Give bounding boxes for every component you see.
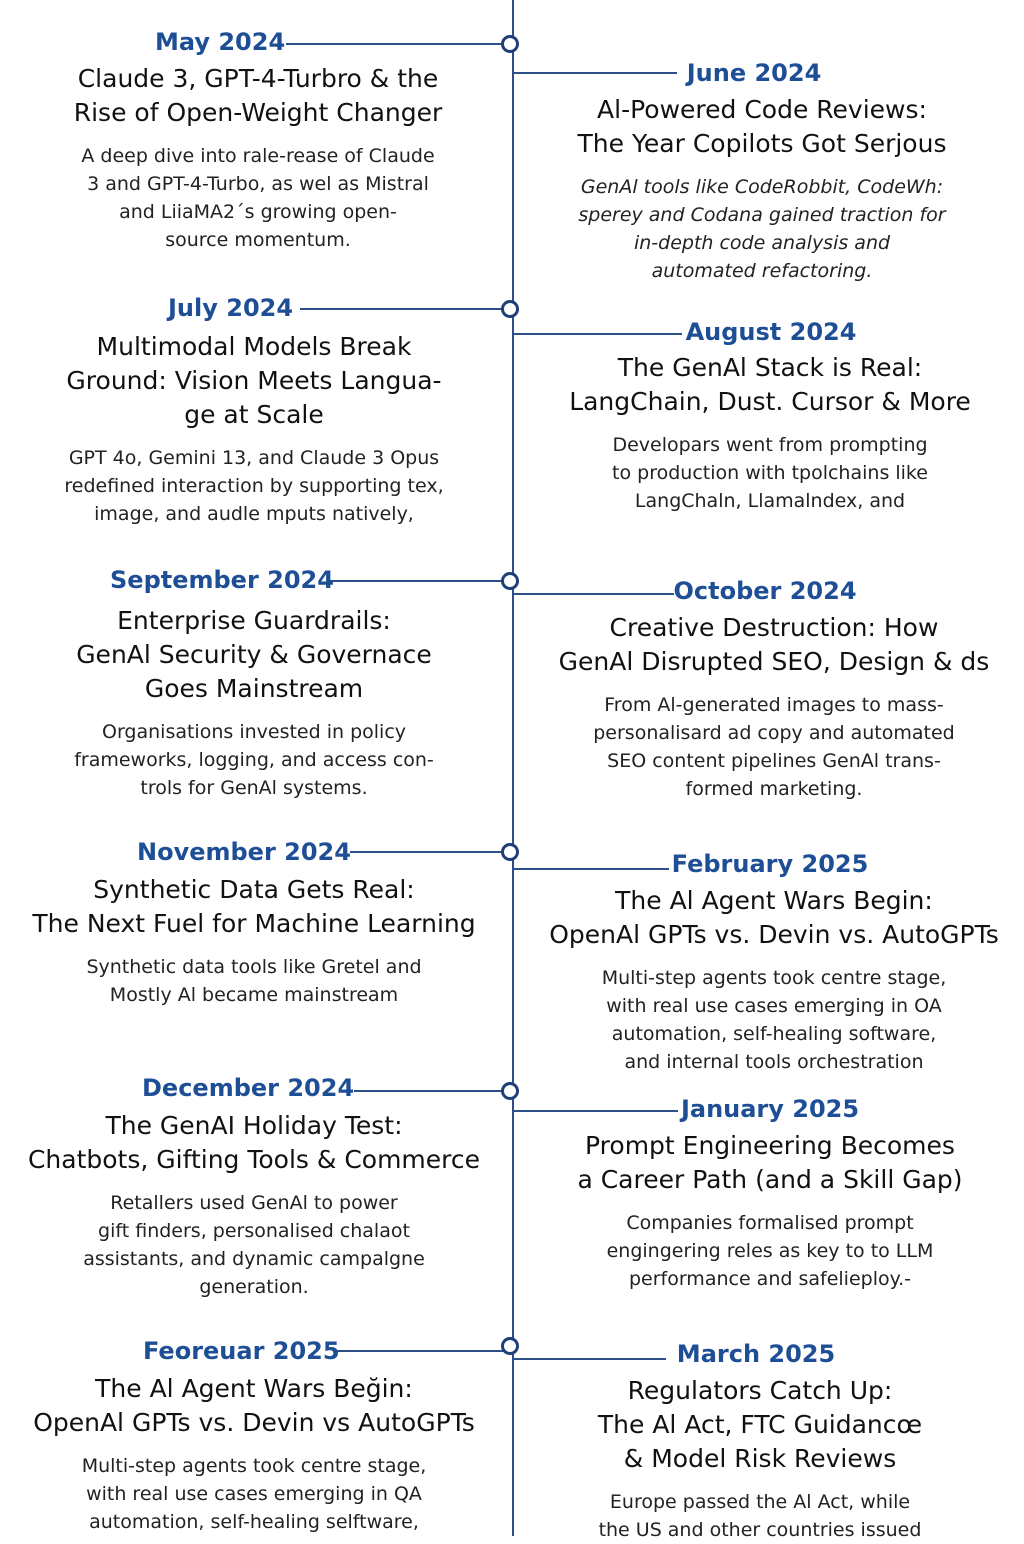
entry-title: Creative Destruction: How GenAl Disrupted SEO, Design & ds — [558, 613, 990, 676]
entry-november-2024 — [14, 873, 494, 1009]
entry-august-2024 — [550, 351, 990, 515]
entry-september-2024 — [20, 604, 488, 802]
connector-june-2024 — [514, 72, 677, 74]
entry-title: Al-Powered Code Reviews: The Year Copilots Got Serjous — [577, 95, 947, 158]
timeline-node-december-2024 — [501, 1082, 519, 1100]
entry-march-2025 — [540, 1374, 980, 1544]
date-june-2024: June 2024 — [686, 59, 822, 87]
timeline-node-november-2024 — [501, 843, 519, 861]
entry-title: The GenAl Stack is Real: LangChain, Dust. Cursor & More — [569, 353, 971, 416]
entry-title: The Al Agent Wars Beğin: OpenAl GPTs vs. Devin vs AutoGPTs — [33, 1374, 475, 1437]
entry-may-2024 — [28, 62, 488, 254]
timeline-node-february-2025 — [501, 1337, 519, 1355]
connector-may-2024 — [286, 43, 504, 45]
date-feoreuar-2025: Feoreuar 2025 — [143, 1337, 340, 1365]
connector-july-2024 — [300, 308, 504, 310]
entry-description: Europe passed the Al Act, while the US and other countries issued — [598, 1491, 922, 1541]
date-november-2024: November 2024 — [137, 838, 351, 866]
date-july-2024: July 2024 — [168, 294, 294, 322]
entry-description: Synthetic data tools like Gretel and Mostly Al became mainstream — [86, 956, 422, 1006]
entry-description: Multi-step agents took centre stage, with real use cases emerging in QA automation, self-healing selftware, — [81, 1455, 427, 1533]
timeline-node-may-2024 — [501, 35, 519, 53]
entry-feoreuar-2025 — [14, 1372, 494, 1536]
connector-august-2024 — [514, 333, 682, 335]
connector-november-2024 — [350, 851, 504, 853]
connector-january-2025 — [514, 1110, 678, 1112]
entry-title: Regulators Catch Up: The Al Act, FTC Guidancœ & Model Risk Reviews — [597, 1376, 923, 1473]
connector-september-2024 — [330, 580, 504, 582]
entry-description: Organisations invested in policy frameworks, logging, and access con- trols for GenAl systems. — [74, 721, 434, 799]
connector-february-2025 — [514, 868, 669, 870]
date-may-2024: May 2024 — [155, 28, 286, 56]
entry-description: Multi-step agents took centre stage, with real use cases emerging in OA automation, self-healing software, and internal tools orchestration — [601, 967, 947, 1073]
entry-june-2024 — [550, 93, 974, 285]
entry-description: Companies formalised prompt engingering reles as key to to LLM performance and safelieploy.- — [606, 1212, 934, 1290]
entry-title: Enterprise Guardrails: GenAl Security & Governace Goes Mainstream — [76, 606, 432, 703]
entry-title: Prompt Engineering Becomes a Career Path (and a Skill Gap) — [577, 1131, 963, 1194]
entry-february-2025 — [540, 884, 1008, 1076]
entry-title: Claude 3, GPT-4-Turbro & the Rise of Open-Weight Changer — [73, 64, 443, 127]
date-december-2024: December 2024 — [142, 1074, 355, 1102]
entry-description: GenAl tools like CodeRobbit, CodeWh: sperey and Codana gained traction for in-depth code analysis and automated refactoring. — [578, 176, 946, 282]
entry-october-2024 — [540, 611, 1008, 803]
entry-description: Retallers used GenAl to power gift finders, personalised chalaot assistants, and dynamic campalgne generation. — [83, 1192, 425, 1298]
entry-january-2025 — [540, 1129, 1000, 1293]
timeline-spine — [512, 0, 514, 1536]
date-october-2024: October 2024 — [673, 577, 857, 605]
date-february-2025: February 2025 — [671, 850, 869, 878]
entry-title: The GenAI Holiday Test: Chatbots, Gifting Tools & Commerce — [27, 1111, 481, 1174]
timeline-node-september-2024 — [501, 572, 519, 590]
entry-description: From Al-generated images to mass- personalisard ad copy and automated SEO content pipelines GenAl trans- formed marketing. — [593, 694, 955, 800]
entry-description: A deep dive into rale-rease of Claude 3 and GPT-4-Turbo, as wel as Mistral and LiiaMA2´s growing open- source momentum. — [81, 145, 435, 251]
connector-december-2024 — [354, 1090, 504, 1092]
entry-july-2024 — [20, 330, 488, 528]
date-august-2024: August 2024 — [685, 318, 857, 346]
entry-title: Multimodal Models Break Ground: Vision Meets Langua- ge at Scale — [66, 332, 442, 429]
date-march-2025: March 2025 — [676, 1340, 836, 1368]
connector-october-2024 — [514, 593, 674, 595]
entry-december-2024 — [14, 1109, 494, 1301]
entry-description: GPT 4o, Gemini 13, and Claude 3 Opus redefined interaction by supporting tex, image, and audle mputs natively, — [64, 447, 444, 525]
date-january-2025: January 2025 — [680, 1095, 860, 1123]
entry-title: Synthetic Data Gets Real: The Next Fuel for Machine Learning — [32, 875, 476, 938]
entry-title: The Al Agent Wars Begin: OpenAl GPTs vs. Devin vs. AutoGPTs — [549, 886, 999, 949]
entry-description: Developars went from prompting to production with tpolchains like LangChaln, Llamalndex, and — [612, 434, 928, 512]
date-september-2024: September 2024 — [110, 566, 334, 594]
timeline-node-july-2024 — [501, 300, 519, 318]
connector-march-2025 — [514, 1358, 666, 1360]
connector-february-2025-left — [334, 1350, 504, 1352]
